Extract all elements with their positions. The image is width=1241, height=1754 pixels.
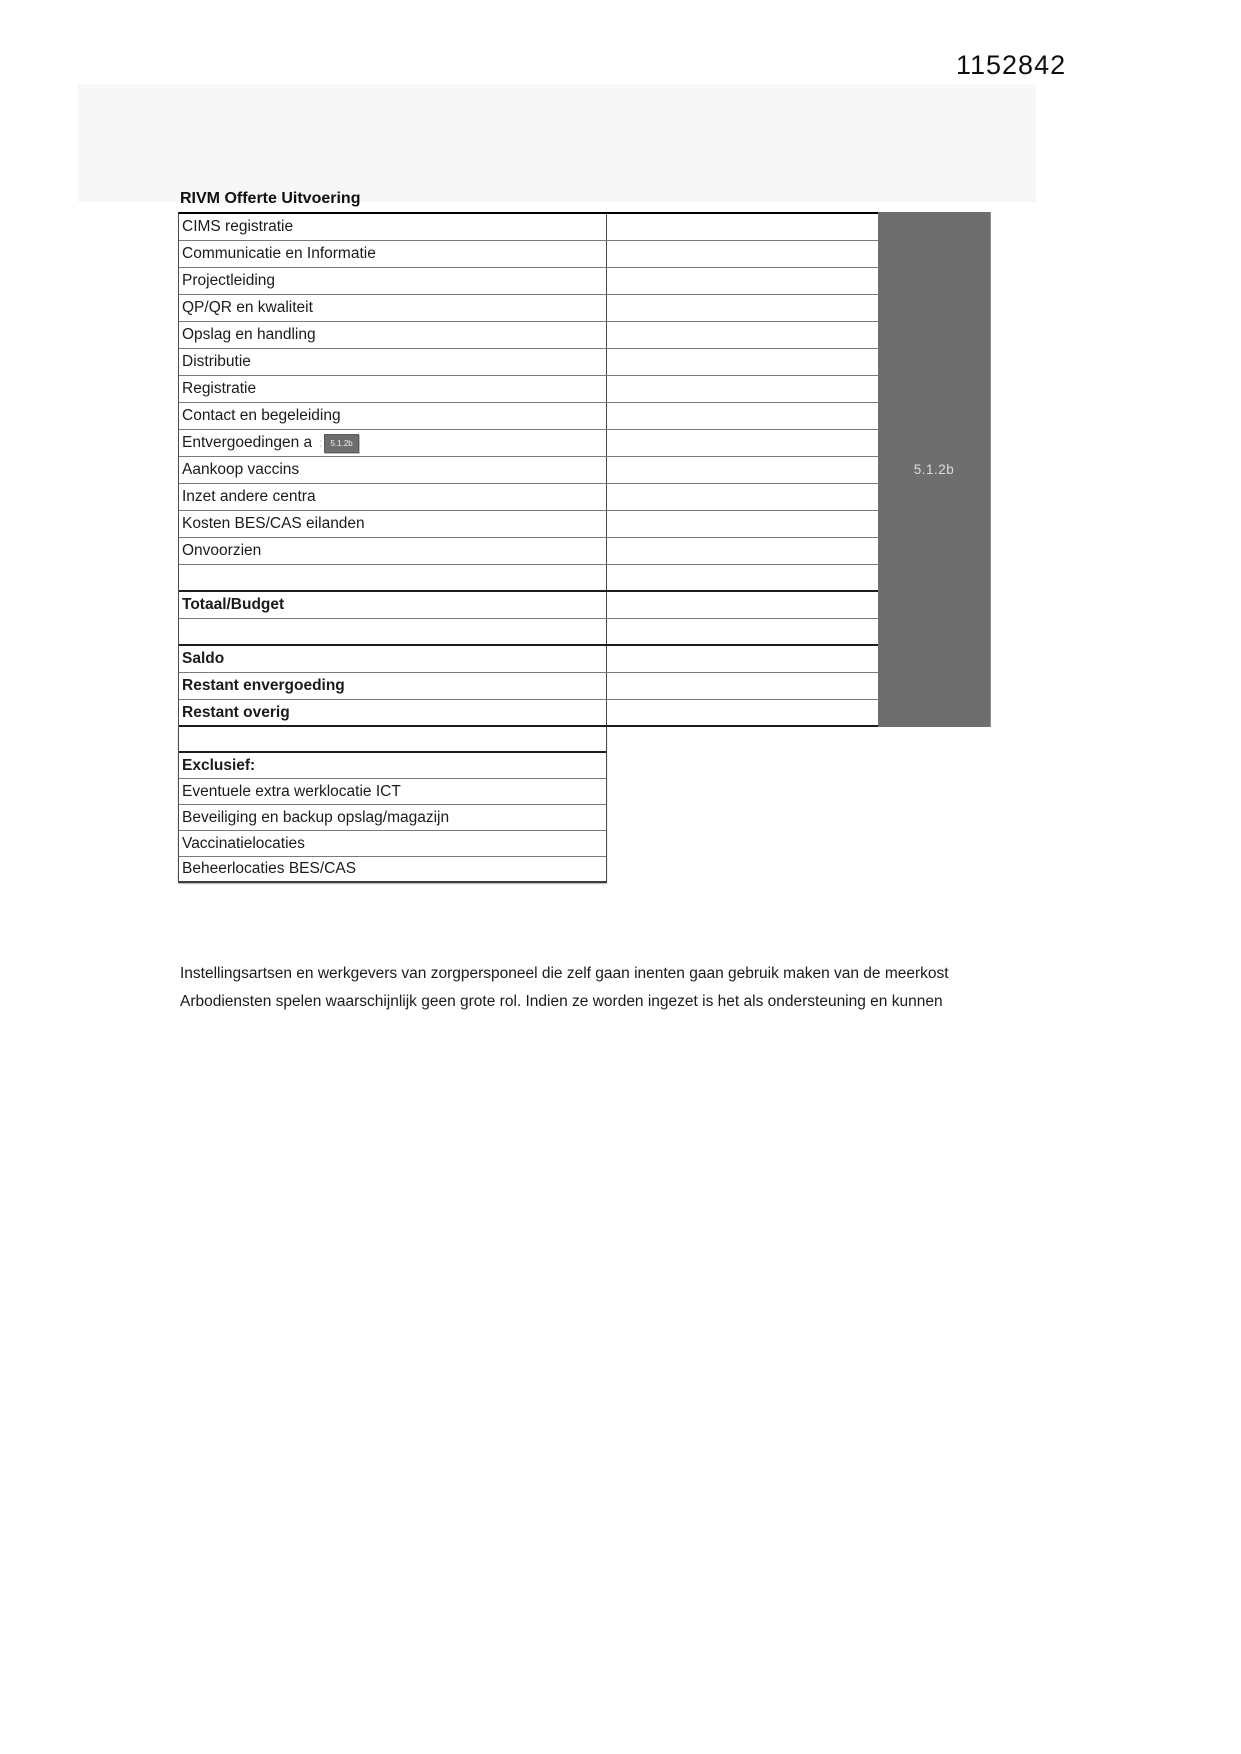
table-row — [179, 565, 879, 592]
row-value-empty — [607, 592, 879, 618]
table-row — [179, 214, 879, 241]
row-label — [179, 592, 607, 618]
row-value-empty — [607, 700, 879, 725]
row-label — [179, 457, 607, 483]
row-value-empty — [607, 538, 879, 564]
table-row — [179, 457, 879, 484]
row-label-text: Kosten BES/CAS eilanden — [182, 515, 365, 532]
paragraph-line: Arbodiensten spelen waarschijnlijk geen grote rol. Indien ze worden ingezet is het als ondersteuning en kunnen — [180, 993, 943, 1010]
doc-number: 1152842 — [956, 50, 1067, 80]
exclusief-row — [179, 831, 606, 857]
row-label — [179, 295, 607, 321]
row-value-empty — [607, 646, 879, 672]
row-value-empty — [607, 430, 879, 456]
row-label-text: Registratie — [182, 380, 257, 397]
row-label-text: QP/QR en kwaliteit — [182, 299, 313, 316]
row-value-empty — [607, 619, 879, 644]
row-label-text: Communicatie en Informatie — [182, 245, 376, 262]
redaction-code-label: 5.1.2b — [913, 462, 955, 477]
row-label — [179, 619, 607, 644]
exclusief-row — [179, 727, 606, 753]
row-label — [179, 376, 607, 402]
exclusief-row-label: Eventuele extra werklocatie ICT — [182, 782, 401, 800]
row-label-text: Opslag en handling — [182, 326, 316, 343]
row-label — [179, 673, 607, 699]
row-value-empty — [607, 214, 879, 240]
row-label — [179, 403, 607, 429]
row-label — [179, 322, 607, 348]
row-label — [179, 484, 607, 510]
scan-artifact-band — [78, 84, 1036, 202]
row-value-empty — [607, 241, 879, 267]
redaction-stray-mark: : — [319, 436, 323, 450]
paragraph-line: Instellingsartsen en werkgevers van zorgpersponeel die zelf gaan inenten gaan gebruik maken van de meerkost — [180, 965, 949, 982]
exclusief-row — [179, 805, 606, 831]
bottom-paragraph — [180, 960, 1075, 1016]
exclusief-row-label: Exclusief: — [182, 756, 256, 774]
row-label — [179, 430, 607, 456]
table-row — [179, 349, 879, 376]
table-row — [179, 538, 879, 565]
row-value-empty — [607, 349, 879, 375]
table-row — [179, 484, 879, 511]
table-row — [179, 322, 879, 349]
table-row — [179, 673, 879, 700]
row-label-text: Restant envergoeding — [182, 677, 345, 694]
row-value-empty — [607, 511, 879, 537]
row-value-empty — [607, 295, 879, 321]
exclusief-row-label: Beveiliging en backup opslag/magazijn — [182, 808, 450, 826]
exclusief-row — [179, 753, 606, 779]
table-row — [179, 241, 879, 268]
row-value-empty — [607, 322, 879, 348]
table-title: RIVM Offerte Uitvoering — [180, 190, 361, 207]
exclusief-row-label: Beheerlocaties BES/CAS — [182, 860, 357, 877]
row-value-empty — [607, 268, 879, 294]
row-label — [179, 241, 607, 267]
table-row — [179, 295, 879, 322]
row-label-text: Onvoorzien — [182, 542, 262, 559]
table-row — [179, 646, 879, 673]
row-label-text: Projectleiding — [182, 272, 276, 289]
row-label — [179, 511, 607, 537]
table-row — [179, 592, 879, 619]
exclusief-table — [178, 727, 607, 883]
row-label-text: Aankoop vaccins — [182, 461, 300, 478]
row-label-text: CIMS registratie — [182, 218, 294, 235]
row-label-text: Entvergoedingen a — [182, 434, 313, 451]
exclusief-row — [179, 857, 606, 883]
row-label-text: Totaal/Budget — [182, 596, 285, 613]
table-row — [179, 403, 879, 430]
table-row — [179, 700, 879, 727]
row-label — [179, 646, 607, 672]
row-value-empty — [607, 403, 879, 429]
redaction-block — [878, 212, 991, 727]
exclusief-row-label: Vaccinatielocaties — [182, 834, 305, 852]
table-row — [179, 268, 879, 295]
inline-redaction-box: 5.1.2b — [324, 434, 358, 453]
table-row — [179, 619, 879, 646]
row-value-empty — [607, 673, 879, 699]
table-row — [179, 430, 879, 457]
row-label — [179, 214, 607, 240]
table-row — [179, 511, 879, 538]
offerte-table — [178, 212, 879, 727]
exclusief-row — [179, 779, 606, 805]
row-label-text: Distributie — [182, 353, 251, 370]
row-label — [179, 565, 607, 590]
row-label — [179, 700, 607, 725]
row-value-empty — [607, 484, 879, 510]
row-label — [179, 349, 607, 375]
row-value-empty — [607, 565, 879, 590]
table-row — [179, 376, 879, 403]
row-label-text: Saldo — [182, 650, 225, 667]
row-label-text: Restant overig — [182, 703, 290, 721]
row-label-text: Inzet andere centra — [182, 488, 316, 505]
row-label — [179, 268, 607, 294]
row-value-empty — [607, 376, 879, 402]
row-label — [179, 538, 607, 564]
row-value-empty — [607, 457, 879, 483]
row-label-text: Contact en begeleiding — [182, 407, 341, 424]
